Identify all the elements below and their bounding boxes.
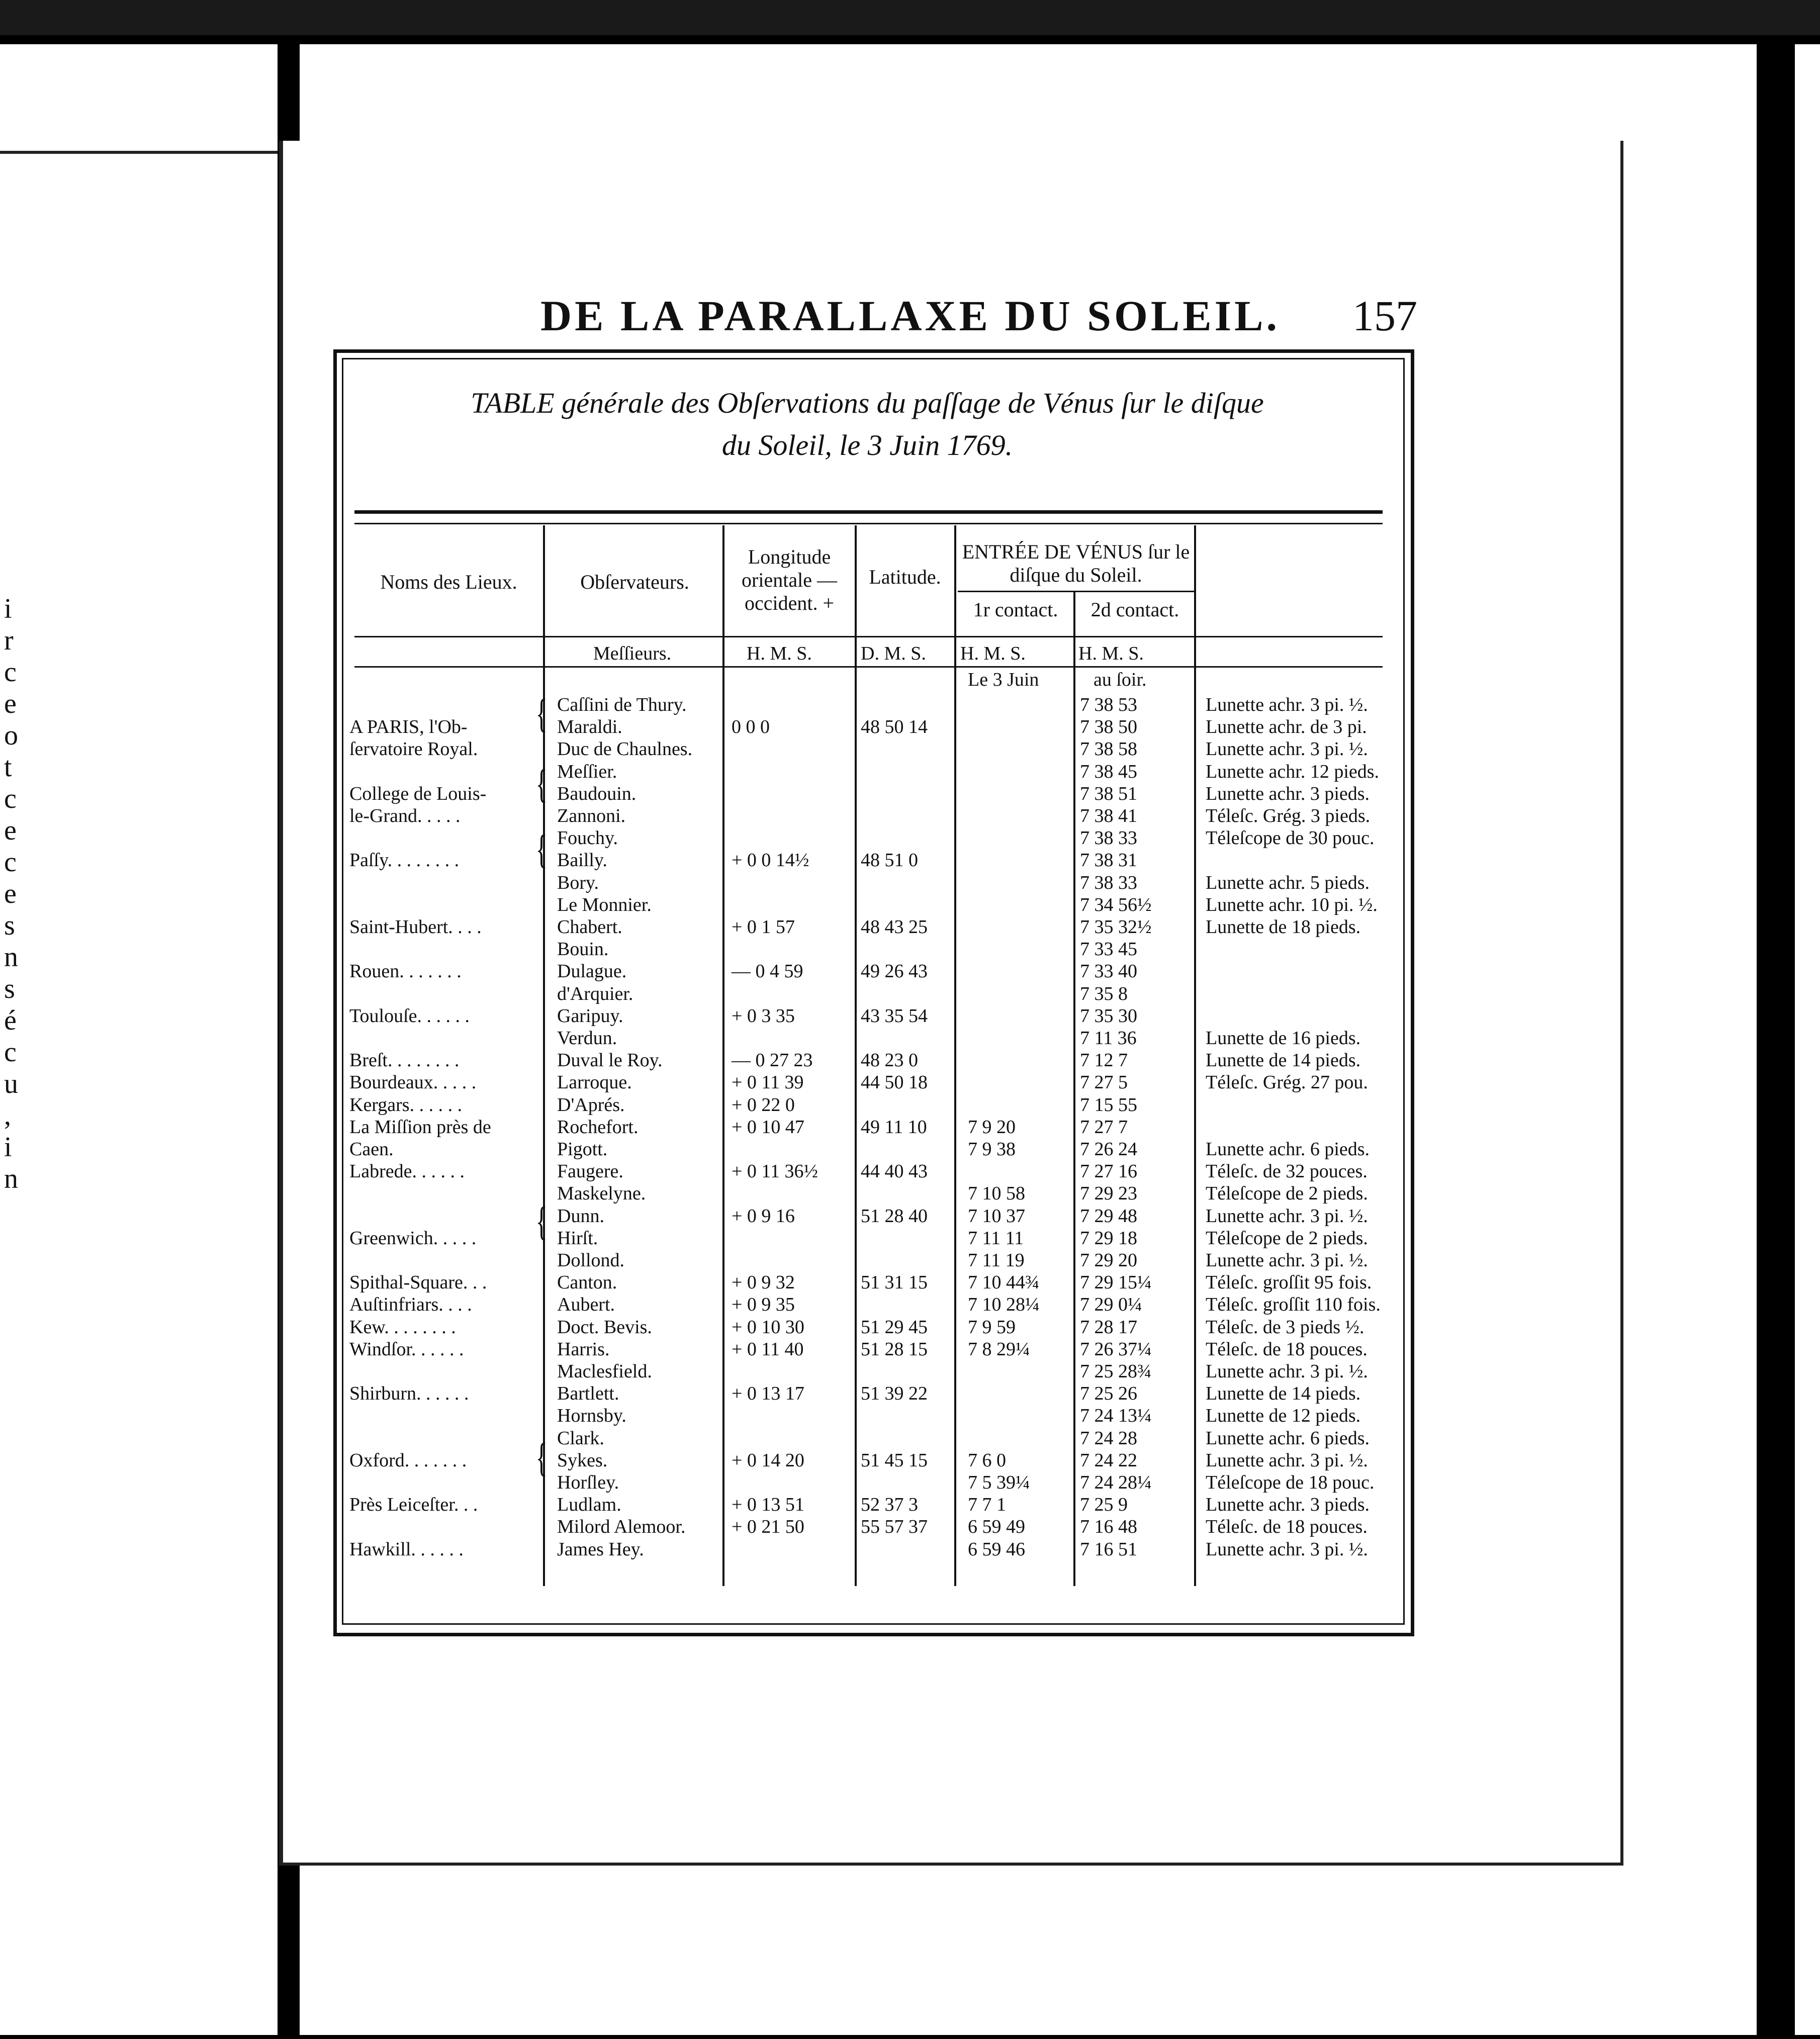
row-c2-cell: 7 38 33 bbox=[1080, 827, 1137, 849]
row-inst-cell: Téleſc. Grég. 3 pieds. bbox=[1206, 805, 1371, 826]
row-inst-cell: Téleſc. de 32 pouces. bbox=[1206, 1161, 1368, 1182]
row-c2-cell: 7 29 23 bbox=[1080, 1183, 1137, 1204]
row-inst-cell: Lunette achr. de 3 pi. bbox=[1206, 716, 1367, 738]
row-lat-cell: 44 40 43 bbox=[861, 1161, 928, 1182]
col-divider-6 bbox=[1194, 525, 1196, 1586]
row-c2-cell: 7 12 7 bbox=[1080, 1050, 1128, 1071]
row-c2-cell: 7 38 45 bbox=[1080, 761, 1137, 782]
row-observer-cell: Hirſt. bbox=[557, 1227, 598, 1249]
row-inst-cell: Téleſcope de 2 pieds. bbox=[1206, 1227, 1368, 1249]
row-observer-cell: Ludlam. bbox=[557, 1494, 621, 1516]
row-place-cell: Shirburn. . . . . . bbox=[349, 1383, 469, 1405]
row-inst-cell: Téleſcope de 2 pieds. bbox=[1206, 1183, 1368, 1204]
row-place-cell: Windſor. . . . . . bbox=[349, 1338, 464, 1360]
row-c2-cell: 7 27 5 bbox=[1080, 1072, 1128, 1093]
row-observer-cell: Duval le Roy. bbox=[557, 1050, 663, 1071]
row-place-cell: Auſtinfriars. . . . bbox=[349, 1294, 472, 1316]
col-divider-3 bbox=[855, 525, 857, 1586]
row-c2-cell: 7 38 58 bbox=[1080, 738, 1137, 760]
row-inst-cell: Lunette de 14 pieds. bbox=[1206, 1383, 1361, 1405]
row-c1-cell: 7 10 28¼ bbox=[968, 1294, 1040, 1316]
row-observer-cell: Garipuy. bbox=[557, 1005, 623, 1027]
row-inst-cell: Téleſc. groſſit 95 fois. bbox=[1206, 1272, 1372, 1293]
entry-subrule bbox=[958, 591, 1194, 592]
row-inst-cell: Lunette achr. 6 pieds. bbox=[1206, 1427, 1370, 1449]
row-c1-cell: 7 7 1 bbox=[968, 1494, 1006, 1516]
row-c2-cell: 7 27 7 bbox=[1080, 1116, 1128, 1138]
row-c2-cell: 7 15 55 bbox=[1080, 1094, 1137, 1116]
units-observers: Meſſieurs. bbox=[593, 643, 672, 664]
row-inst-cell: Lunette achr. 6 pieds. bbox=[1206, 1139, 1370, 1160]
observer-group-brace: { bbox=[535, 762, 548, 806]
row-lon-cell: — 0 27 23 bbox=[732, 1050, 813, 1071]
row-c2-cell: 7 29 15¼ bbox=[1080, 1272, 1152, 1293]
row-lon-cell: + 0 0 14½ bbox=[732, 850, 809, 871]
row-place-cell: Près Leiceſter. . . bbox=[349, 1494, 478, 1516]
first-contact-note: Le 3 Juin bbox=[968, 669, 1039, 690]
row-lat-cell: 51 31 15 bbox=[861, 1272, 928, 1293]
row-observer-cell: Sykes. bbox=[557, 1449, 608, 1471]
row-lon-cell: + 0 9 16 bbox=[732, 1205, 795, 1227]
row-c2-cell: 7 16 51 bbox=[1080, 1538, 1137, 1560]
row-c1-cell: 7 9 59 bbox=[968, 1316, 1016, 1338]
left-page-rule bbox=[0, 151, 278, 154]
row-lat-cell: 44 50 18 bbox=[861, 1072, 928, 1093]
units-rule-bottom bbox=[354, 666, 1383, 668]
units-longitude: H. M. S. bbox=[747, 643, 812, 664]
row-inst-cell: Lunette de 18 pieds. bbox=[1206, 916, 1361, 938]
row-inst-cell: Lunette achr. 3 pi. ½. bbox=[1206, 1449, 1368, 1471]
row-inst-cell: Lunette achr. 5 pieds. bbox=[1206, 872, 1370, 893]
row-place-cell: Rouen. . . . . . . bbox=[349, 961, 462, 982]
row-c1-cell: 6 59 49 bbox=[968, 1516, 1025, 1538]
row-place-cell: Spithal-Square. . . bbox=[349, 1272, 487, 1293]
row-observer-cell: Bory. bbox=[557, 872, 599, 893]
table-title-line-1: TABLE générale des Obſervations du paſſage de Vénus ſur le diſque bbox=[471, 387, 1264, 419]
row-observer-cell: d'Arquier. bbox=[557, 983, 633, 1004]
row-lat-cell: 51 28 15 bbox=[861, 1338, 928, 1360]
row-lon-cell: + 0 10 47 bbox=[732, 1116, 804, 1138]
row-observer-cell: Canton. bbox=[557, 1272, 617, 1293]
row-c2-cell: 7 25 28¾ bbox=[1080, 1361, 1152, 1382]
row-inst-cell: Lunette achr. 3 pieds. bbox=[1206, 1494, 1370, 1516]
row-lon-cell: + 0 10 30 bbox=[732, 1316, 804, 1338]
row-c1-cell: 7 6 0 bbox=[968, 1449, 1006, 1471]
row-inst-cell: Lunette achr. 3 pi. ½. bbox=[1206, 1205, 1368, 1227]
row-lat-cell: 49 11 10 bbox=[861, 1116, 927, 1138]
row-place-cell: College de Louis- bbox=[349, 783, 487, 804]
running-title: DE LA PARALLAXE DU SOLEIL. bbox=[540, 292, 1280, 340]
row-c2-cell: 7 38 53 bbox=[1080, 694, 1137, 715]
row-place-cell: le-Grand. . . . . bbox=[349, 805, 461, 826]
row-observer-cell: Doct. Bevis. bbox=[557, 1316, 652, 1338]
row-inst-cell: Téleſc. groſſit 110 fois. bbox=[1206, 1294, 1381, 1316]
row-c2-cell: 7 35 8 bbox=[1080, 983, 1128, 1004]
row-c2-cell: 7 38 31 bbox=[1080, 850, 1137, 871]
row-c2-cell: 7 26 24 bbox=[1080, 1139, 1137, 1160]
row-lat-cell: 48 23 0 bbox=[861, 1050, 918, 1071]
row-inst-cell: Téleſcope de 18 pouc. bbox=[1206, 1472, 1375, 1493]
row-observer-cell: Bartlett. bbox=[557, 1383, 619, 1405]
row-lat-cell: 48 51 0 bbox=[861, 850, 918, 871]
col-divider-2 bbox=[722, 525, 724, 1586]
row-observer-cell: Maraldi. bbox=[557, 716, 622, 738]
row-observer-cell: Maskelyne. bbox=[557, 1183, 646, 1204]
row-lon-cell: + 0 13 51 bbox=[732, 1494, 804, 1516]
row-lon-cell: + 0 13 17 bbox=[732, 1383, 804, 1405]
row-lon-cell: + 0 3 35 bbox=[732, 1005, 795, 1027]
row-c2-cell: 7 24 22 bbox=[1080, 1449, 1137, 1471]
row-lon-cell: + 0 22 0 bbox=[732, 1094, 795, 1116]
row-observer-cell: Dollond. bbox=[557, 1250, 625, 1271]
row-c2-cell: 7 25 9 bbox=[1080, 1494, 1128, 1516]
row-lat-cell: 43 35 54 bbox=[861, 1005, 928, 1027]
row-observer-cell: Larroque. bbox=[557, 1072, 632, 1093]
row-lat-cell: 51 45 15 bbox=[861, 1449, 928, 1471]
row-c1-cell: 7 10 44¾ bbox=[968, 1272, 1040, 1293]
row-place-cell: Paſſy. . . . . . . . bbox=[349, 850, 460, 871]
row-lon-cell: + 0 9 32 bbox=[732, 1272, 795, 1293]
row-lon-cell: + 0 11 40 bbox=[732, 1338, 804, 1360]
row-observer-cell: Meſſier. bbox=[557, 761, 617, 782]
header-longitude: Longitude orientale — occident. + bbox=[742, 545, 837, 614]
row-lon-cell: + 0 11 39 bbox=[732, 1072, 804, 1093]
row-place-cell: ſervatoire Royal. bbox=[349, 738, 478, 760]
row-c2-cell: 7 38 50 bbox=[1080, 716, 1137, 738]
row-observer-cell: Fouchy. bbox=[557, 827, 618, 849]
row-lat-cell: 48 43 25 bbox=[861, 916, 928, 938]
units-second: H. M. S. bbox=[1078, 643, 1144, 664]
row-place-cell: La Miſſion près de bbox=[349, 1116, 491, 1138]
row-observer-cell: Bouin. bbox=[557, 939, 609, 960]
row-c2-cell: 7 29 0¼ bbox=[1080, 1294, 1142, 1316]
observer-group-brace: { bbox=[535, 1436, 548, 1480]
header-rule bbox=[354, 523, 1383, 524]
row-observer-cell: Clark. bbox=[557, 1427, 604, 1449]
row-c1-cell: 7 10 37 bbox=[968, 1205, 1025, 1227]
row-c1-cell: 7 11 11 bbox=[968, 1227, 1024, 1249]
row-place-cell: Labrede. . . . . . bbox=[349, 1161, 465, 1182]
row-c2-cell: 7 24 13¼ bbox=[1080, 1405, 1152, 1427]
row-place-cell: A PARIS, l'Ob- bbox=[349, 716, 468, 738]
row-c2-cell: 7 35 30 bbox=[1080, 1005, 1137, 1027]
row-place-cell: Kew. . . . . . . . bbox=[349, 1316, 456, 1338]
header-second-contact: 2d contact. bbox=[1090, 598, 1179, 621]
row-observer-cell: Chabert. bbox=[557, 916, 622, 938]
row-inst-cell: Téleſcope de 30 pouc. bbox=[1206, 827, 1375, 849]
units-first: H. M. S. bbox=[960, 643, 1026, 664]
row-observer-cell: Faugere. bbox=[557, 1161, 623, 1182]
row-place-cell: Toulouſe. . . . . . bbox=[349, 1005, 470, 1027]
row-c2-cell: 7 34 56½ bbox=[1080, 894, 1152, 915]
row-c2-cell: 7 33 40 bbox=[1080, 961, 1137, 982]
row-observer-cell: D'Aprés. bbox=[557, 1094, 625, 1116]
left-page bbox=[0, 44, 278, 2035]
col-divider-1 bbox=[543, 525, 545, 1586]
units-latitude: D. M. S. bbox=[861, 643, 926, 664]
next-page-strip bbox=[1795, 44, 1820, 2035]
row-lon-cell: 0 0 0 bbox=[732, 716, 770, 738]
row-place-cell: Caen. bbox=[349, 1139, 394, 1160]
row-place-cell: Kergars. . . . . . bbox=[349, 1094, 463, 1116]
row-c2-cell: 7 25 26 bbox=[1080, 1383, 1137, 1405]
row-inst-cell: Lunette de 12 pieds. bbox=[1206, 1405, 1361, 1427]
row-observer-cell: Dulague. bbox=[557, 961, 627, 982]
row-inst-cell: Lunette achr. 3 pi. ½. bbox=[1206, 1538, 1368, 1560]
row-c1-cell: 7 9 38 bbox=[968, 1139, 1016, 1160]
units-rule-top bbox=[354, 636, 1383, 637]
row-lat-cell: 52 37 3 bbox=[861, 1494, 918, 1516]
row-inst-cell: Téleſc. de 18 pouces. bbox=[1206, 1338, 1368, 1360]
observer-group-brace: { bbox=[535, 692, 548, 736]
row-lat-cell: 51 28 40 bbox=[861, 1205, 928, 1227]
row-c1-cell: 7 5 39¼ bbox=[968, 1472, 1030, 1493]
row-place-cell: Greenwich. . . . . bbox=[349, 1227, 477, 1249]
row-observer-cell: Harris. bbox=[557, 1338, 610, 1360]
row-observer-cell: Milord Alemoor. bbox=[557, 1516, 686, 1538]
row-observer-cell: Zannoni. bbox=[557, 805, 626, 826]
header-places: Noms des Lieux. bbox=[380, 571, 517, 593]
table-title bbox=[382, 382, 1352, 467]
row-c2-cell: 7 38 51 bbox=[1080, 783, 1137, 804]
row-c1-cell: 6 59 46 bbox=[968, 1538, 1025, 1560]
row-observer-cell: Verdun. bbox=[557, 1028, 617, 1049]
row-c2-cell: 7 29 20 bbox=[1080, 1250, 1137, 1271]
row-inst-cell: Téleſc. de 3 pieds ½. bbox=[1206, 1316, 1364, 1338]
second-contact-note: au ſoir. bbox=[1094, 669, 1147, 690]
row-observer-cell: Baudouin. bbox=[557, 783, 636, 804]
row-observer-cell: Maclesfield. bbox=[557, 1361, 652, 1382]
row-lat-cell: 51 39 22 bbox=[861, 1383, 928, 1405]
row-lat-cell: 49 26 43 bbox=[861, 961, 928, 982]
row-inst-cell: Lunette achr. 3 pi. ½. bbox=[1206, 1361, 1368, 1382]
row-c2-cell: 7 38 33 bbox=[1080, 872, 1137, 893]
row-c1-cell: 7 8 29¼ bbox=[968, 1338, 1030, 1360]
row-c2-cell: 7 11 36 bbox=[1080, 1028, 1137, 1049]
header-first-contact: 1r contact. bbox=[973, 598, 1058, 621]
row-lat-cell: 55 57 37 bbox=[861, 1516, 928, 1538]
page-number: 157 bbox=[1352, 292, 1417, 340]
row-c2-cell: 7 24 28¼ bbox=[1080, 1472, 1152, 1493]
row-place-cell: Breſt. . . . . . . . bbox=[349, 1050, 460, 1071]
row-c2-cell: 7 38 41 bbox=[1080, 805, 1137, 826]
row-c2-cell: 7 26 37¼ bbox=[1080, 1338, 1152, 1360]
row-inst-cell: Lunette achr. 10 pi. ½. bbox=[1206, 894, 1378, 915]
row-inst-cell: Lunette achr. 3 pieds. bbox=[1206, 783, 1370, 804]
row-observer-cell: Rochefort. bbox=[557, 1116, 639, 1138]
row-observer-cell: Horſley. bbox=[557, 1472, 619, 1493]
row-observer-cell: Caſſini de Thury. bbox=[557, 694, 687, 715]
observer-group-brace: { bbox=[535, 827, 548, 872]
row-lat-cell: 51 29 45 bbox=[861, 1316, 928, 1338]
header-entry: ENTRÉE DE VÉNUS ſur le diſque du Soleil. bbox=[962, 540, 1190, 586]
row-inst-cell: Lunette achr. 3 pi. ½. bbox=[1206, 738, 1368, 760]
row-lon-cell: + 0 9 35 bbox=[732, 1294, 795, 1316]
row-inst-cell: Lunette achr. 3 pi. ½. bbox=[1206, 1250, 1368, 1271]
row-lon-cell: + 0 11 36½ bbox=[732, 1161, 818, 1182]
row-observer-cell: Hornsby. bbox=[557, 1405, 626, 1427]
row-lon-cell: + 0 1 57 bbox=[732, 916, 795, 938]
col-divider-5 bbox=[1073, 591, 1075, 1586]
row-observer-cell: Aubert. bbox=[557, 1294, 615, 1316]
header-latitude: Latitude. bbox=[869, 566, 941, 588]
row-c2-cell: 7 29 18 bbox=[1080, 1227, 1137, 1249]
table-title-line-2: du Soleil, le 3 Juin 1769. bbox=[721, 429, 1013, 461]
row-c2-cell: 7 27 16 bbox=[1080, 1161, 1137, 1182]
row-inst-cell: Téleſc. de 18 pouces. bbox=[1206, 1516, 1368, 1538]
observer-group-brace: { bbox=[535, 1199, 548, 1244]
row-c2-cell: 7 35 32½ bbox=[1080, 916, 1152, 938]
row-inst-cell: Lunette achr. 3 pi. ½. bbox=[1206, 694, 1368, 715]
scan-top-band bbox=[0, 0, 1820, 35]
row-c2-cell: 7 24 28 bbox=[1080, 1427, 1137, 1449]
row-observer-cell: Dunn. bbox=[557, 1205, 604, 1227]
row-c1-cell: 7 10 58 bbox=[968, 1183, 1025, 1204]
left-page-margin-letters: i r c e o t c e c e s n s é c u , i n bbox=[4, 593, 18, 1194]
row-inst-cell: Lunette achr. 12 pieds. bbox=[1206, 761, 1380, 782]
row-lat-cell: 48 50 14 bbox=[861, 716, 928, 738]
row-observer-cell: Duc de Chaulnes. bbox=[557, 738, 693, 760]
row-c2-cell: 7 28 17 bbox=[1080, 1316, 1137, 1338]
title-rule bbox=[354, 510, 1383, 514]
row-inst-cell: Lunette de 16 pieds. bbox=[1206, 1028, 1361, 1049]
row-place-cell: Hawkill. . . . . . bbox=[349, 1538, 464, 1560]
row-observer-cell: Le Monnier. bbox=[557, 894, 652, 915]
row-place-cell: Bourdeaux. . . . . bbox=[349, 1072, 477, 1093]
row-c2-cell: 7 29 48 bbox=[1080, 1205, 1137, 1227]
row-observer-cell: James Hey. bbox=[557, 1538, 644, 1560]
row-lon-cell: + 0 14 20 bbox=[732, 1449, 804, 1471]
row-c2-cell: 7 16 48 bbox=[1080, 1516, 1137, 1538]
header-observers: Obſervateurs. bbox=[580, 571, 689, 593]
row-inst-cell: Lunette de 14 pieds. bbox=[1206, 1050, 1361, 1071]
row-lon-cell: — 0 4 59 bbox=[732, 961, 803, 982]
row-inst-cell: Téleſc. Grég. 27 pou. bbox=[1206, 1072, 1368, 1093]
row-c2-cell: 7 33 45 bbox=[1080, 939, 1137, 960]
row-observer-cell: Bailly. bbox=[557, 850, 607, 871]
row-lon-cell: + 0 21 50 bbox=[732, 1516, 804, 1538]
row-c1-cell: 7 9 20 bbox=[968, 1116, 1016, 1138]
row-place-cell: Oxford. . . . . . . bbox=[349, 1449, 467, 1471]
row-c1-cell: 7 11 19 bbox=[968, 1250, 1025, 1271]
row-place-cell: Saint-Hubert. . . . bbox=[349, 916, 482, 938]
row-observer-cell: Pigott. bbox=[557, 1139, 608, 1160]
